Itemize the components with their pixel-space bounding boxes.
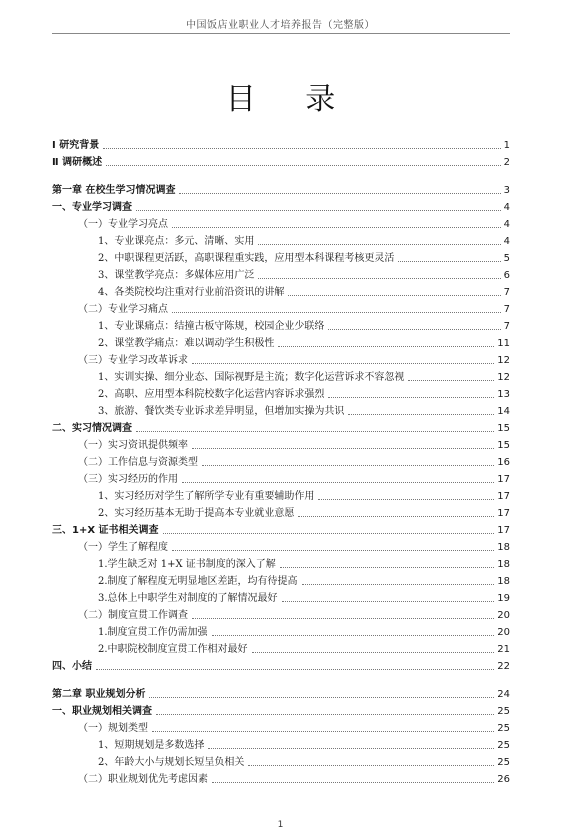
toc-dot-leader [328,397,494,398]
toc-dot-leader [179,193,500,194]
toc-entry[interactable] [52,588,510,605]
toc-entry[interactable] [52,752,510,769]
toc-entry-page-number: 26 [497,774,510,785]
toc-entry-page-number: 16 [497,457,510,468]
toc-dot-leader [172,550,494,551]
toc-entry-page-number: 18 [497,559,510,570]
toc-entry-page-number: 4 [503,236,510,247]
toc-dot-leader [103,148,500,149]
toc-dot-leader [302,584,495,585]
toc-entry[interactable] [52,554,510,571]
toc-entry-page-number: 17 [497,491,510,502]
toc-entry[interactable] [52,435,510,452]
toc-entry[interactable] [52,605,510,622]
toc-entry[interactable] [52,718,510,735]
toc-entry[interactable] [52,384,510,401]
toc-entry[interactable] [52,265,510,282]
toc-dot-leader [348,414,494,415]
toc-entry-page-number: 15 [497,440,510,451]
toc-entry-page-number: 17 [497,508,510,519]
toc-entry-title: （一）学生了解程度 [78,542,168,553]
toc-dot-leader [258,244,500,245]
toc-entry-title: 第一章 在校生学习情况调查 [52,185,176,196]
toc-entry-page-number: 5 [503,253,510,264]
toc-entry-title: 3、课堂教学亮点：多媒体应用广泛 [98,270,255,281]
toc-entry[interactable] [52,135,510,152]
toc-entry-title: 四、小结 [52,661,92,672]
toc-entry-page-number: 25 [497,740,510,751]
toc-entry-page-number: 17 [497,474,510,485]
toc-entry[interactable] [52,684,510,701]
toc-entry-title: 第二章 职业规划分析 [52,689,146,700]
toc-entry-page-number: 18 [497,576,510,587]
toc-entry-page-number: 2 [503,157,510,168]
toc-dot-leader [288,295,500,296]
toc-entry-page-number: 11 [497,338,510,349]
toc-entry-title: 2、中职课程更活跃，高职课程重实践，应用型本科课程考核更灵活 [98,253,395,264]
toc-dot-leader [252,652,495,653]
toc-entry-page-number: 7 [503,321,510,332]
table-of-contents [52,135,510,786]
toc-entry-title: Ⅰ 研究背景 [52,140,100,151]
toc-entry-title: 4、各类院校均注重对行业前沿资讯的讲解 [98,287,285,298]
toc-entry-page-number: 6 [503,270,510,281]
toc-entry[interactable] [52,486,510,503]
toc-entry-page-number: 7 [503,304,510,315]
toc-entry-title: （三）专业学习改革诉求 [78,355,188,366]
toc-dot-leader [182,482,494,483]
toc-entry-title: 2、年龄大小与规划长短呈负相关 [98,757,245,768]
toc-entry-title: 1.制度宣贯工作仍需加强 [98,627,208,638]
toc-entry-title: 3、旅游、餐饮类专业诉求差异明显，但增加实操为共识 [98,406,345,417]
toc-entry-title: 三、1+X 证书相关调查 [52,525,159,536]
toc-entry-page-number: 7 [503,287,510,298]
toc-dot-leader [136,431,494,432]
toc-entry-title: （一）实习资讯提供频率 [78,440,188,451]
toc-dot-leader [172,227,501,228]
toc-entry[interactable] [52,231,510,248]
toc-dot-leader [172,312,501,313]
toc-dot-leader [106,165,501,166]
toc-entry[interactable] [52,571,510,588]
toc-entry-title: 2.中职院校制度宣贯工作相对最好 [98,644,248,655]
toc-entry-page-number: 15 [497,423,510,434]
toc-entry[interactable] [52,469,510,486]
page-header: 中国饭店业职业人才培养报告（完整版） [186,20,375,31]
toc-entry-page-number: 1 [503,140,510,151]
toc-entry-page-number: 24 [497,689,510,700]
toc-entry[interactable] [52,333,510,350]
toc-entry-title: 2、高职、应用型本科院校数字化运营内容诉求强烈 [98,389,325,400]
toc-dot-leader [212,635,495,636]
page-title: 目 录 [225,82,356,117]
toc-entry[interactable] [52,316,510,333]
toc-entry-title: 2、实习经历基本无助于提高本专业就业意愿 [98,508,295,519]
toc-entry-page-number: 25 [497,723,510,734]
toc-dot-leader [248,765,494,766]
toc-dot-leader [282,601,495,602]
toc-entry-title: 3.总体上中职学生对制度的了解情况最好 [98,593,278,604]
toc-entry-title: （二）专业学习痛点 [78,304,168,315]
toc-entry[interactable] [52,248,510,265]
toc-entry[interactable] [52,503,510,520]
header-divider [52,33,510,34]
toc-entry-title: （二）职业规划优先考虑因素 [78,774,208,785]
toc-dot-leader [258,278,500,279]
toc-entry-title: 1、短期规划是多数选择 [98,740,205,751]
toc-entry-title: （一）专业学习亮点 [78,219,168,230]
toc-entry-page-number: 22 [497,661,510,672]
toc-dot-leader [202,465,494,466]
toc-dot-leader [96,669,494,670]
toc-entry[interactable] [52,639,510,656]
toc-entry-page-number: 21 [497,644,510,655]
toc-entry[interactable] [52,452,510,469]
toc-dot-leader [328,329,500,330]
toc-dot-leader [152,731,494,732]
toc-entry-page-number: 25 [497,706,510,717]
toc-entry-page-number: 25 [497,757,510,768]
toc-entry[interactable] [52,701,510,718]
toc-dot-leader [278,346,494,347]
toc-entry[interactable] [52,769,510,786]
toc-entry-page-number: 19 [497,593,510,604]
page-number: 1 [277,820,284,830]
toc-entry-title: （二）工作信息与资源类型 [78,457,198,468]
toc-entry[interactable] [52,622,510,639]
toc-entry-page-number: 3 [503,185,510,196]
toc-entry[interactable] [52,418,510,435]
toc-entry-title: 1、实训实操、细分业态、国际视野是主流；数字化运营诉求不容忽视 [98,372,405,383]
toc-entry-page-number: 18 [497,542,510,553]
toc-entry-title: 1、实习经历对学生了解所学专业有重要辅助作用 [98,491,315,502]
toc-entry[interactable] [52,401,510,418]
toc-dot-leader [208,748,494,749]
toc-entry-title: 二、实习情况调查 [52,423,132,434]
toc-entry[interactable] [52,299,510,316]
toc-entry-title: Ⅱ 调研概述 [52,157,103,168]
toc-entry-title: 1.学生缺乏对 1+X 证书制度的深入了解 [98,559,276,570]
toc-entry-title: （二）制度宣贯工作调查 [78,610,188,621]
toc-entry-page-number: 4 [503,202,510,213]
toc-dot-leader [318,499,494,500]
toc-entry[interactable] [52,197,510,214]
toc-dot-leader [280,567,495,568]
toc-entry-title: 一、专业学习调查 [52,202,132,213]
toc-dot-leader [192,618,494,619]
toc-entry-page-number: 20 [497,627,510,638]
toc-entry-page-number: 13 [497,389,510,400]
toc-entry[interactable] [52,152,510,169]
toc-entry-title: 2.制度了解程度无明显地区差距，均有待提高 [98,576,298,587]
toc-entry-page-number: 12 [497,372,510,383]
toc-dot-leader [192,363,494,364]
toc-entry-title: 1、专业课痛点：结撞古板守陈规，校园企业少联络 [98,321,325,332]
toc-entry-title: 2、课堂教学痛点：难以调动学生积极性 [98,338,275,349]
toc-entry[interactable] [52,350,510,367]
toc-entry-page-number: 12 [497,355,510,366]
toc-dot-leader [398,261,500,262]
toc-dot-leader [156,714,494,715]
toc-dot-leader [192,448,494,449]
toc-dot-leader [212,782,494,783]
toc-dot-leader [298,516,494,517]
toc-entry[interactable] [52,537,510,554]
toc-entry[interactable] [52,180,510,197]
toc-entry[interactable] [52,282,510,299]
toc-entry-title: 一、职业规划相关调查 [52,706,152,717]
toc-dot-leader [408,380,494,381]
toc-dot-leader [136,210,501,211]
toc-entry-page-number: 17 [497,525,510,536]
toc-entry-title: （三）实习经历的作用 [78,474,178,485]
toc-entry-page-number: 14 [497,406,510,417]
toc-entry-page-number: 20 [497,610,510,621]
toc-entry-title: （一）规划类型 [78,723,148,734]
toc-entry[interactable] [52,735,510,752]
toc-dot-leader [149,697,494,698]
toc-entry[interactable] [52,214,510,231]
toc-entry-page-number: 4 [503,219,510,230]
toc-entry[interactable] [52,367,510,384]
toc-entry[interactable] [52,520,510,537]
toc-dot-leader [163,533,495,534]
toc-entry-title: 1、专业课亮点：多元、清晰、实用 [98,236,255,247]
toc-entry[interactable] [52,656,510,673]
